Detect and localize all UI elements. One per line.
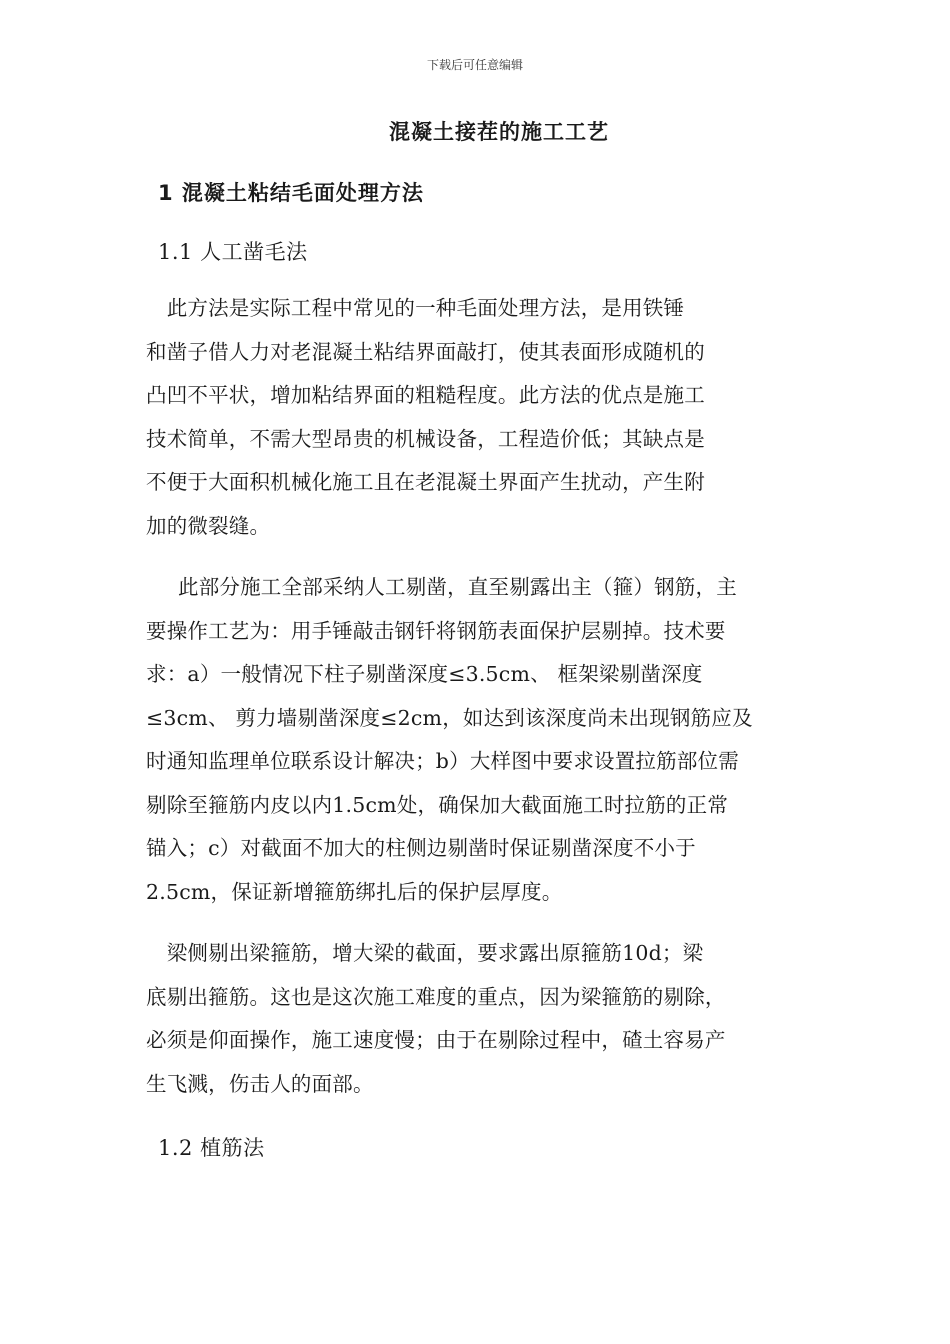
- document-title: 混凝土接茬的施工工艺: [389, 120, 609, 144]
- paragraph-line: 和凿子借人力对老混凝土粘结界面敲打，使其表面形成随机的: [146, 339, 705, 364]
- paragraph-line: 要操作工艺为：用手锤敲击钢钎将钢筋表面保护层剔掉。技术要: [146, 618, 726, 643]
- paragraph-line: 2.5cm，保证新增箍筋绑扎后的保护层厚度。: [146, 879, 563, 904]
- paragraph-line: 此方法是实际工程中常见的一种毛面处理方法，是用铁锤: [146, 296, 685, 320]
- paragraph-line: 时通知监理单位联系设计解决；b）大样图中要求设置拉筋部位需: [146, 749, 739, 773]
- paragraph-3: [146, 932, 806, 1106]
- section-1-2-heading: 1.2 植筋法: [158, 1136, 265, 1160]
- paragraph-1: [146, 287, 806, 548]
- paragraph-line: ≤3cm、 剪力墙剔凿深度≤2cm，如达到该深度尚未出现钢筋应及: [146, 705, 753, 730]
- paragraph-line: 锚入；c）对截面不加大的柱侧边剔凿时保证剔凿深度不小于: [146, 836, 696, 860]
- paragraph-line: 生飞溅，伤击人的面部。: [146, 1071, 374, 1096]
- paragraph-line: 求：a）一般情况下柱子剔凿深度≤3.5cm、 框架梁剔凿深度: [146, 662, 703, 686]
- paragraph-line: 凸凹不平状，增加粘结界面的粗糙程度。此方法的优点是施工: [146, 383, 705, 407]
- paragraph-line: 此部分施工全部采纳人工剔凿，直至剔露出主（箍）钢筋，主: [178, 575, 737, 599]
- paragraph-line: 不便于大面积机械化施工且在老混凝土界面产生扰动，产生附: [146, 470, 705, 494]
- paragraph-line: 加的微裂缝。: [146, 513, 271, 538]
- paragraph-2: [146, 566, 806, 914]
- paragraph-line: 技术简单，不需大型昂贵的机械设备，工程造价低；其缺点是: [146, 426, 705, 451]
- section-1-1-heading: 1.1 人工凿毛法: [158, 240, 308, 264]
- section-1-heading: 1 混凝土粘结毛面处理方法: [158, 181, 424, 205]
- header-note: 下载后可任意编辑: [426, 58, 523, 72]
- paragraph-line: 剔除至箍筋内皮以内1.5cm处，确保加大截面施工时拉筋的正常: [146, 792, 729, 817]
- paragraph-line: 梁侧剔出梁箍筋，增大梁的截面，要求露出原箍筋10d；梁: [146, 941, 704, 965]
- paragraph-line: 底剔出箍筋。这也是这次施工难度的重点，因为梁箍筋的剔除，: [146, 984, 726, 1009]
- paragraph-line: 必须是仰面操作，施工速度慢；由于在剔除过程中，碴土容易产: [146, 1028, 726, 1052]
